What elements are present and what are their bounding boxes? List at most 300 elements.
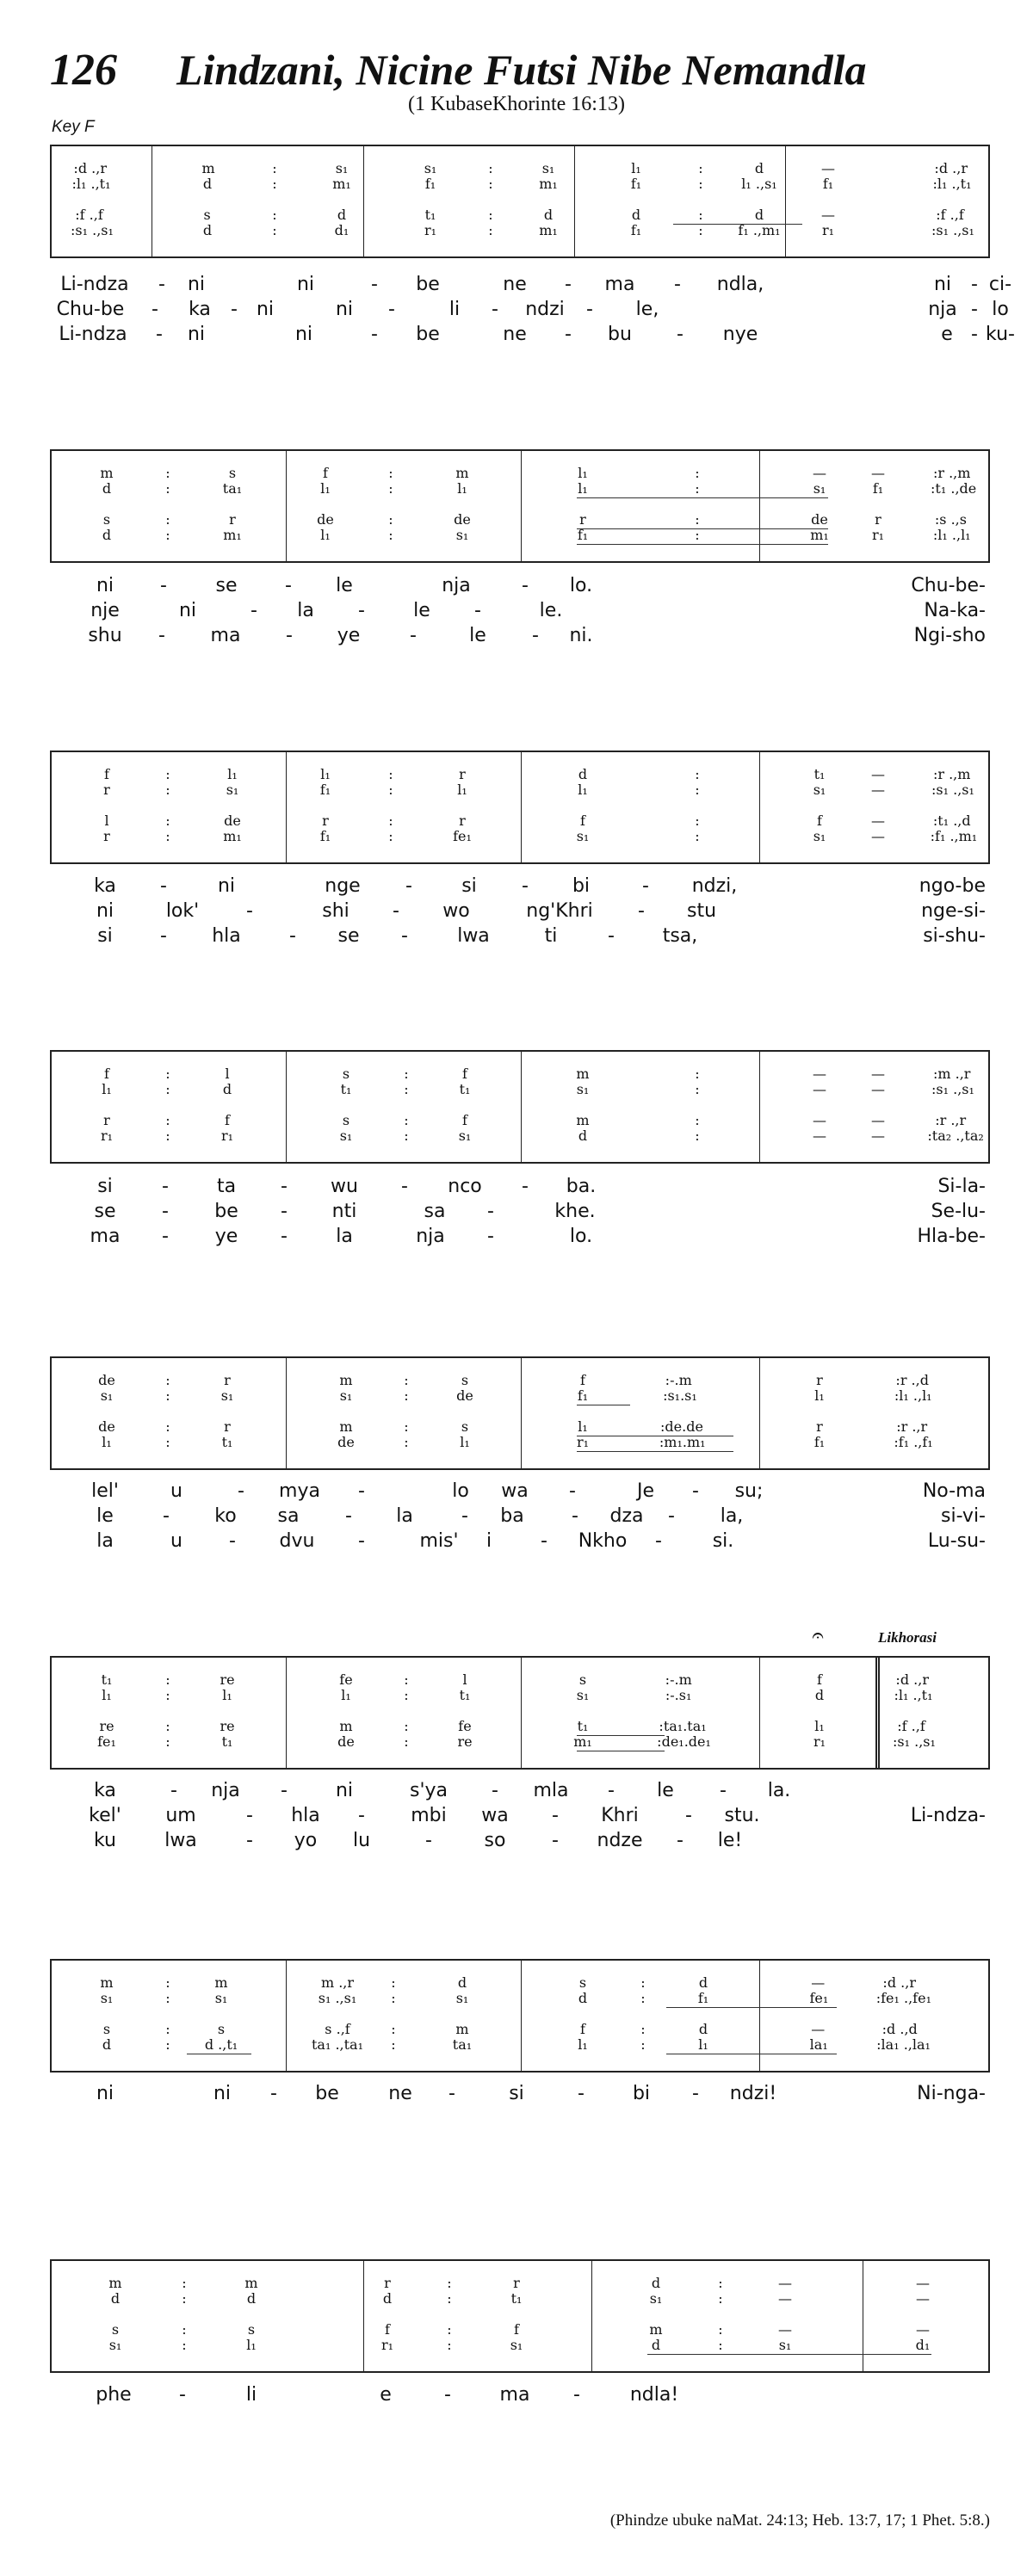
solfa-note: : — [165, 1372, 170, 1388]
lyric-syllable: dza — [609, 1505, 644, 1527]
lyric-syllable: - — [246, 900, 253, 922]
lyric-syllable: - — [448, 2083, 455, 2104]
note-slur — [577, 1451, 733, 1452]
lyric-syllable: ka — [94, 1780, 116, 1801]
solfa-note: s₁ — [778, 2337, 792, 2353]
solfa-note: — — [871, 1112, 885, 1128]
barline — [363, 146, 364, 256]
solfa-note: l₁ — [578, 2036, 588, 2053]
solfa-note: l₁ — [578, 465, 588, 481]
solfa-note: m — [455, 465, 469, 481]
solfa-note: m — [455, 2021, 469, 2037]
lyric-syllable: - — [487, 1226, 494, 1247]
solfa-note: d — [102, 480, 112, 497]
solfa-note: r — [579, 511, 586, 528]
solfa-note: d — [651, 2275, 661, 2291]
lyric-syllable: - — [162, 1226, 169, 1247]
lyric-syllable: ni — [96, 575, 114, 596]
solfa-note: :f .,f — [897, 1718, 925, 1734]
solfa-note: f₁ — [424, 176, 436, 192]
solfa-note: :s₁.s₁ — [663, 1387, 697, 1404]
solfa-note: f₁ — [577, 1387, 589, 1404]
solfa-note: s₁ — [649, 2290, 663, 2307]
solfa-note: r — [322, 812, 329, 829]
solfa-note: m — [108, 2275, 122, 2291]
lyric-syllable: - — [401, 1176, 408, 1197]
note-slur — [673, 224, 802, 225]
note-slur — [666, 2007, 837, 2008]
solfa-note: : — [165, 1990, 170, 2006]
solfa-note: de — [337, 1733, 355, 1750]
solfa-note: — — [871, 1066, 885, 1082]
barline — [759, 1052, 760, 1162]
solfa-note: :t₁ .,d — [932, 812, 971, 829]
solfa-note: : — [404, 1066, 409, 1082]
solfa-note: l₁ — [578, 781, 588, 798]
lyric-syllable: - — [638, 900, 645, 922]
lyric-syllable: - — [345, 1505, 352, 1527]
solfa-note: : — [404, 1387, 409, 1404]
lyric-syllable: - — [720, 1780, 727, 1801]
barline — [521, 1961, 522, 2071]
solfa-note: : — [447, 2321, 452, 2338]
lyric-syllable: - — [179, 2384, 186, 2406]
lyric-syllable: ni — [96, 2083, 114, 2104]
solfa-note: :f₁ .,f₁ — [894, 1434, 933, 1450]
solfa-note: :s₁ .,s₁ — [71, 222, 114, 238]
solfa-note: :d .,d — [881, 2021, 918, 2037]
lyric-syllable: le! — [717, 1830, 743, 1851]
lyric-syllable: - — [281, 1201, 288, 1222]
lyric-syllable: mbi — [411, 1805, 447, 1826]
solfa-note: — — [811, 2021, 826, 2037]
solfa-note: f₁ — [697, 1990, 709, 2006]
solfa-note: : — [695, 1127, 700, 1144]
lyric-syllable: be — [416, 324, 440, 345]
solfa-note: s₁ — [226, 781, 239, 798]
lyric-syllable: se — [337, 925, 360, 947]
lyric-syllable: ni — [294, 324, 313, 345]
lyric-syllable: - — [586, 299, 593, 320]
lyric-syllable: la — [96, 1530, 114, 1552]
solfa-note: :ta₂ .,ta₂ — [927, 1127, 984, 1144]
solfa-note: l₁ — [102, 1687, 112, 1703]
lyric-syllable: wa — [501, 1480, 529, 1502]
lyric-syllable: - — [608, 1780, 615, 1801]
lyric-syllable: No-ma — [922, 1480, 986, 1502]
staff-box — [50, 145, 990, 258]
solfa-note: f₁ — [630, 222, 642, 238]
solfa-note: : — [718, 2275, 723, 2291]
solfa-note: fe₁ — [809, 1990, 829, 2006]
solfa-note: : — [388, 511, 393, 528]
lyric-syllable: ni — [178, 600, 197, 621]
solfa-note: l₁ .,s₁ — [741, 176, 777, 192]
solfa-note: l₁ — [227, 766, 238, 782]
solfa-note: m — [576, 1066, 590, 1082]
lyric-syllable: - — [251, 600, 257, 621]
lyric-syllable: se — [215, 575, 238, 596]
solfa-note: de — [456, 1387, 473, 1404]
solfa-note: m — [576, 1112, 590, 1128]
lyric-syllable: la. — [767, 1780, 791, 1801]
solfa-note: : — [640, 1974, 646, 1991]
solfa-note: : — [718, 2337, 723, 2353]
lyric-syllable: - — [158, 625, 165, 646]
solfa-note: : — [165, 1718, 170, 1734]
solfa-note: : — [640, 1990, 646, 2006]
solfa-note: d — [246, 2290, 257, 2307]
lyric-syllable: - — [281, 1226, 288, 1247]
barline — [286, 1052, 287, 1162]
solfa-note: : — [404, 1112, 409, 1128]
lyric-syllable: - — [246, 1805, 253, 1826]
solfa-note: m₁ — [539, 176, 558, 192]
solfa-note: :l₁ .,t₁ — [932, 176, 972, 192]
lyric-syllable: ne — [503, 324, 527, 345]
solfa-note: :r .,r — [935, 1112, 967, 1128]
lyric-syllable: ka — [189, 299, 211, 320]
lyric-syllable: li — [245, 2384, 257, 2406]
lyric-syllable: su; — [734, 1480, 764, 1502]
solfa-note: l₁ — [341, 1687, 351, 1703]
solfa-note: : — [391, 2021, 396, 2037]
solfa-note: s₁ — [576, 828, 590, 844]
lyric-syllable: ma — [90, 1226, 121, 1247]
lyric-syllable: - — [572, 1505, 578, 1527]
solfa-note: f₁ — [319, 781, 331, 798]
lyric-syllable: le. — [539, 600, 563, 621]
solfa-note: s — [203, 207, 211, 223]
solfa-note: d — [222, 1081, 232, 1097]
solfa-note: :f .,f — [936, 207, 964, 223]
lyric-syllable: sa — [424, 1201, 446, 1222]
lyric-syllable: ndzi — [525, 299, 565, 320]
solfa-note: s₁ — [100, 1990, 114, 2006]
solfa-note: :l₁ .,t₁ — [894, 1687, 933, 1703]
solfa-note: : — [404, 1687, 409, 1703]
solfa-note: — — [778, 2290, 792, 2307]
lyric-syllable: Lu-su- — [927, 1530, 986, 1552]
lyric-syllable: si — [461, 875, 477, 897]
lyric-syllable: le — [469, 625, 486, 646]
solfa-note: :f .,f — [75, 207, 103, 223]
lyric-syllable: - — [152, 299, 158, 320]
solfa-note: f₁ — [630, 176, 642, 192]
solfa-note: : — [165, 1434, 170, 1450]
lyric-syllable: le — [96, 1505, 114, 1527]
solfa-note: : — [388, 480, 393, 497]
solfa-note: r — [229, 511, 236, 528]
solfa-note: : — [404, 1372, 409, 1388]
lyric-syllable: - — [552, 1805, 559, 1826]
solfa-note: : — [182, 2290, 187, 2307]
solfa-note: s₁ — [214, 1990, 228, 2006]
lyric-syllable: tsa, — [662, 925, 698, 947]
solfa-note: d — [102, 527, 112, 543]
solfa-note: :m .,r — [932, 1066, 971, 1082]
solfa-note: s — [102, 2021, 111, 2037]
solfa-note: l₁ — [102, 1434, 112, 1450]
lyric-syllable: Li-ndza- — [910, 1805, 986, 1826]
solfa-note: : — [404, 1733, 409, 1750]
solfa-note: de — [98, 1372, 115, 1388]
fermata-icon: 𝄐 — [812, 1623, 824, 1647]
lyric-syllable: ndla, — [716, 274, 764, 295]
solfa-note: f — [580, 812, 585, 829]
lyric-syllable: - — [410, 625, 417, 646]
lyric-syllable: - — [358, 1805, 365, 1826]
solfa-note: m₁ — [810, 527, 829, 543]
solfa-note: f — [817, 1671, 822, 1688]
solfa-note: m₁ — [573, 1733, 592, 1750]
solfa-note: t₁ — [459, 1081, 471, 1097]
solfa-note: d — [382, 2290, 393, 2307]
solfa-note: — — [871, 1081, 885, 1097]
solfa-note: — — [821, 207, 835, 223]
lyric-syllable: ni — [217, 875, 236, 897]
solfa-note: d₁ — [334, 222, 349, 238]
barline — [521, 451, 522, 561]
solfa-note: — — [811, 1974, 826, 1991]
lyric-syllable: - — [444, 2384, 451, 2406]
lyric-syllable: si — [97, 1176, 113, 1197]
lyric-syllable: - — [565, 274, 572, 295]
solfa-note: m — [244, 2275, 258, 2291]
solfa-note: : — [695, 1066, 700, 1082]
solfa-note: : — [165, 1974, 170, 1991]
solfa-note: r₁ — [100, 1127, 114, 1144]
solfa-note: l₁ — [578, 480, 588, 497]
solfa-note: f — [225, 1112, 230, 1128]
solfa-note: s — [461, 1372, 469, 1388]
solfa-note: s₁ — [576, 1687, 590, 1703]
solfa-note: s — [342, 1066, 350, 1082]
solfa-note: f — [385, 2321, 390, 2338]
scripture-reference: (1 KubaseKhorinte 16:13) — [408, 93, 625, 115]
lyric-syllable: - — [289, 925, 296, 947]
lyric-syllable: dvu — [279, 1530, 315, 1552]
lyric-syllable: - — [270, 2083, 277, 2104]
solfa-note: fe₁ — [97, 1733, 116, 1750]
lyric-syllable: ni. — [569, 625, 593, 646]
solfa-note: : — [165, 1687, 170, 1703]
solfa-note: : — [718, 2321, 723, 2338]
lyric-syllable: lo — [992, 299, 1009, 320]
solfa-note: l₁ — [814, 1387, 825, 1404]
solfa-note: s — [461, 1418, 469, 1435]
lyric-syllable: - — [655, 1530, 662, 1552]
solfa-note: f — [462, 1112, 467, 1128]
solfa-note: r₁ — [813, 1733, 826, 1750]
lyric-syllable: li — [448, 299, 461, 320]
solfa-note: : — [165, 480, 170, 497]
solfa-note: l — [225, 1066, 230, 1082]
note-slur — [577, 1735, 665, 1736]
solfa-note: : — [695, 480, 700, 497]
solfa-note: re — [220, 1671, 235, 1688]
lyric-syllable: Na-ka- — [924, 600, 986, 621]
solfa-note: — — [821, 160, 835, 176]
lyric-syllable: Je — [636, 1480, 655, 1502]
solfa-note: d — [698, 2021, 708, 2037]
lyric-syllable: la — [297, 600, 314, 621]
solfa-note: :de.de — [660, 1418, 703, 1435]
solfa-note: : — [182, 2275, 187, 2291]
solfa-note: de — [317, 511, 334, 528]
solfa-note: : — [695, 465, 700, 481]
solfa-note: r — [459, 812, 466, 829]
lyric-syllable: si. — [712, 1530, 734, 1552]
lyric-syllable: si-shu- — [923, 925, 986, 947]
lyric-syllable: ma — [604, 274, 635, 295]
lyric-syllable: - — [668, 1505, 675, 1527]
solfa-note: t₁ — [510, 2290, 523, 2307]
lyric-syllable: i — [486, 1530, 492, 1552]
solfa-note: d — [578, 766, 588, 782]
solfa-note: d — [202, 222, 213, 238]
solfa-note: : — [447, 2337, 452, 2353]
lyric-syllable: nja — [211, 1780, 240, 1801]
solfa-note: :r .,m — [932, 766, 971, 782]
solfa-note: : — [447, 2290, 452, 2307]
lyric-syllable: - — [522, 875, 529, 897]
lyric-syllable: - — [393, 900, 399, 922]
solfa-note: : — [404, 1418, 409, 1435]
solfa-note: d₁ — [915, 2337, 931, 2353]
solfa-note: r₁ — [380, 2337, 394, 2353]
lyric-syllable: - — [608, 925, 615, 947]
lyric-syllable: - — [231, 299, 238, 320]
lyric-syllable: - — [160, 875, 167, 897]
solfa-note: de — [337, 1434, 355, 1450]
lyric-syllable: ni — [933, 274, 952, 295]
lyric-syllable: - — [388, 299, 395, 320]
solfa-note: :r .,r — [896, 1418, 928, 1435]
solfa-note: m — [201, 160, 215, 176]
solfa-note: : — [488, 222, 493, 238]
barline — [591, 2261, 592, 2371]
solfa-note: s₁ — [424, 160, 437, 176]
lyric-syllable: - — [170, 1780, 177, 1801]
barline — [759, 752, 760, 862]
lyric-syllable: ng'Khri — [526, 900, 593, 922]
barline — [759, 1358, 760, 1468]
solfa-note: : — [391, 2036, 396, 2053]
lyric-syllable: ko — [214, 1505, 237, 1527]
solfa-note: d — [578, 1127, 588, 1144]
lyric-syllable: ndzi, — [691, 875, 738, 897]
lyric-syllable: se — [94, 1201, 116, 1222]
lyric-syllable: - — [541, 1530, 547, 1552]
lyric-syllable: - — [425, 1830, 432, 1851]
solfa-note: s₁ — [813, 480, 826, 497]
solfa-note: re — [457, 1733, 473, 1750]
lyric-syllable: ma — [499, 2384, 530, 2406]
solfa-note: :l₁ .,l₁ — [894, 1387, 932, 1404]
barline — [521, 752, 522, 862]
barline — [521, 1052, 522, 1162]
solfa-note: — — [871, 781, 885, 798]
solfa-note: s — [342, 1112, 350, 1128]
lyric-syllable: ni — [213, 2083, 232, 2104]
solfa-note: d — [337, 207, 347, 223]
lyric-syllable: lu — [352, 1830, 371, 1851]
double-barline — [875, 1658, 880, 1768]
solfa-note: : — [698, 176, 703, 192]
solfa-note: — — [813, 1112, 826, 1128]
lyric-syllable: si — [509, 2083, 524, 2104]
lyric-syllable: ye — [214, 1226, 238, 1247]
solfa-note: :d .,r — [934, 160, 968, 176]
lyric-syllable: - — [674, 274, 681, 295]
solfa-note: t₁ — [813, 766, 826, 782]
solfa-note: d — [543, 207, 554, 223]
barline — [759, 1658, 760, 1768]
solfa-note: f₁ — [577, 527, 589, 543]
lyric-syllable: ne — [503, 274, 527, 295]
lyric-syllable: lwa — [457, 925, 490, 947]
lyric-syllable: - — [358, 1480, 365, 1502]
lyric-syllable: nja — [416, 1226, 445, 1247]
lyric-syllable: s'ya — [409, 1780, 448, 1801]
lyric-syllable: bi — [632, 2083, 651, 2104]
lyric-syllable: u — [170, 1530, 182, 1552]
solfa-note: : — [388, 812, 393, 829]
solfa-note: : — [488, 176, 493, 192]
lyric-syllable: ni — [187, 274, 206, 295]
solfa-note: f — [104, 766, 109, 782]
solfa-note: re — [99, 1718, 114, 1734]
solfa-note: : — [447, 2275, 452, 2291]
solfa-note: l — [462, 1671, 467, 1688]
solfa-note: :d .,r — [895, 1671, 929, 1688]
solfa-note: d — [578, 1990, 588, 2006]
solfa-note: t₁ — [577, 1718, 589, 1734]
barline — [574, 146, 575, 256]
solfa-note: d — [110, 2290, 121, 2307]
solfa-note: l₁ — [631, 160, 641, 176]
solfa-note: f — [462, 1066, 467, 1082]
solfa-note: t₁ — [340, 1081, 352, 1097]
solfa-note: d — [202, 176, 213, 192]
solfa-note: :s₁ .,s₁ — [893, 1733, 936, 1750]
barline — [521, 1658, 522, 1768]
lyric-syllable: u — [170, 1480, 182, 1502]
solfa-note: de — [224, 812, 241, 829]
solfa-note: : — [272, 207, 277, 223]
lyric-syllable: nco — [448, 1176, 482, 1197]
lyric-syllable: nje — [90, 600, 120, 621]
lyric-syllable: Li-ndza — [59, 324, 127, 345]
solfa-note: re — [220, 1718, 235, 1734]
solfa-note: :-.m — [665, 1372, 692, 1388]
hymn-title: Lindzani, Nicine Futsi Nibe Nemandla — [176, 46, 867, 94]
lyric-syllable: wa — [481, 1805, 509, 1826]
solfa-note: : — [388, 766, 393, 782]
lyric-syllable: - — [692, 1480, 699, 1502]
solfa-note: f₁ — [813, 1434, 826, 1450]
lyric-syllable: stu. — [724, 1805, 760, 1826]
lyric-syllable: - — [677, 1830, 684, 1851]
solfa-note: : — [404, 1081, 409, 1097]
lyric-syllable: le — [336, 575, 353, 596]
solfa-note: de — [98, 1418, 115, 1435]
lyric-syllable: ni — [256, 299, 275, 320]
solfa-note: d — [754, 160, 764, 176]
lyric-syllable: - — [474, 600, 481, 621]
solfa-note: : — [165, 2036, 170, 2053]
